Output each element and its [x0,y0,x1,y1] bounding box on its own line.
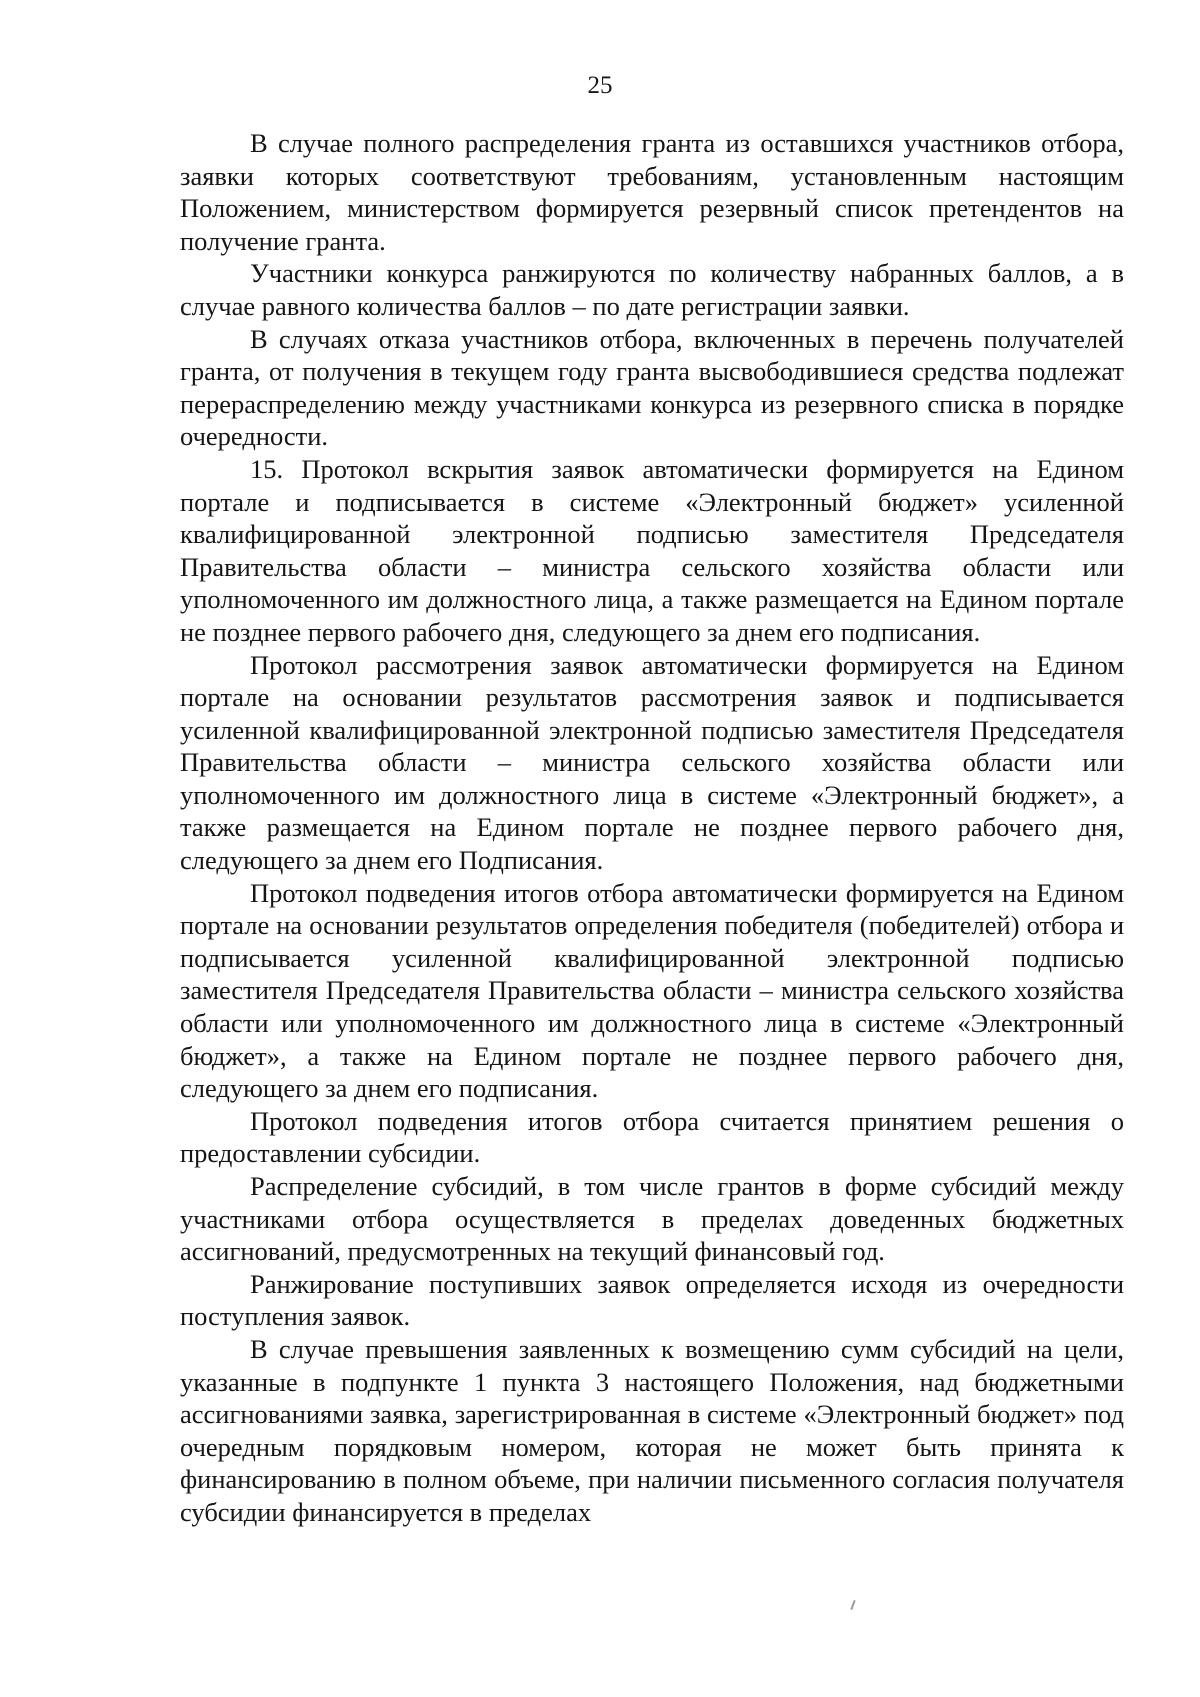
page-number: 25 [587,72,613,99]
paragraph-excess-claims: В случае превышения заявленных к возмещению сумм субсидий на цели, указанные в подпункте 1 пункта 3 настоящего Положения, над бюджетными ассигнованиями заявка, зарегистрированная в системе «Электронный бюджет» под очередным порядковым номером, которая не может быть принята к финансированию в полном объеме, при наличии письменного согласия получателя субсидии финансируется в пределах [180,1333,1124,1527]
paragraph-decision: Протокол подведения итогов отбора считается принятием решения о предоставлении субсидии. [180,1105,1124,1169]
paragraph-refusal-redistribution: В случаях отказа участников отбора, включенных в перечень получателей гранта, от получения в текущем году гранта высвободившиеся средства подлежат перераспределению между участниками конкурса из резервного списка в порядке очередности. [180,323,1124,452]
paragraph-distribution: Распределение субсидий, в том числе грантов в форме субсидий между участниками отбора осуществляется в пределах доведенных бюджетных ассигнований, предусмотренных на текущий финансовый год. [180,1171,1124,1267]
paragraph-application-ranking: Ранжирование поступивших заявок определяется исходя из очередности поступления заявок. [180,1268,1124,1332]
paragraph-opening-protocol: 15. Протокол вскрытия заявок автоматически формируется на Едином портале и подписывается в системе «Электронный бюджет» усиленной квалифицированной электронной подписью заместителя Председателя Правительства области – министра сельского хозяйства области или уполномоченного им должностного лица, а также размещается на Едином портале не позднее первого рабочего дня, следующего за днем его подписания. [180,453,1124,647]
paragraph-reserve-list: В случае полного распределения гранта из оставшихся участников отбора, заявки которых соответствуют требованиям, установленным настоящим Положением, министерством формируется резервный список претендентов на получение гранта. [180,128,1124,256]
paragraph-review-protocol: Протокол рассмотрения заявок автоматически формируется на Едином портале на основании результатов рассмотрения заявок и подписывается усиленной квалифицированной электронной подписью заместителя Председателя Правительства области – министра сельского хозяйства области или уполномоченного им должностного лица в системе «Электронный бюджет», а также размещается на Едином портале не позднее первого рабочего дня, следующего за днем его Подписания. [180,649,1124,876]
paragraph-ranking-points: Участники конкурса ранжируются по количеству набранных баллов, а в случае равного количества баллов – по дате регистрации заявки. [180,258,1124,321]
paragraph-results-protocol: Протокол подведения итогов отбора автоматически формируется на Едином портале на основании результатов определения победителя (победителей) отбора и подписывается усиленной квалифицированной электронной подписью заместителя Председателя Правительства области – министра сельского хозяйства области или уполномоченного им должностного лица в системе «Электронный бюджет», а также на Едином портале не позднее первого рабочего дня, следующего за днем его подписания. [180,877,1124,1104]
document-body [180,127,1124,1529]
scan-artifact-mark [850,1600,855,1610]
